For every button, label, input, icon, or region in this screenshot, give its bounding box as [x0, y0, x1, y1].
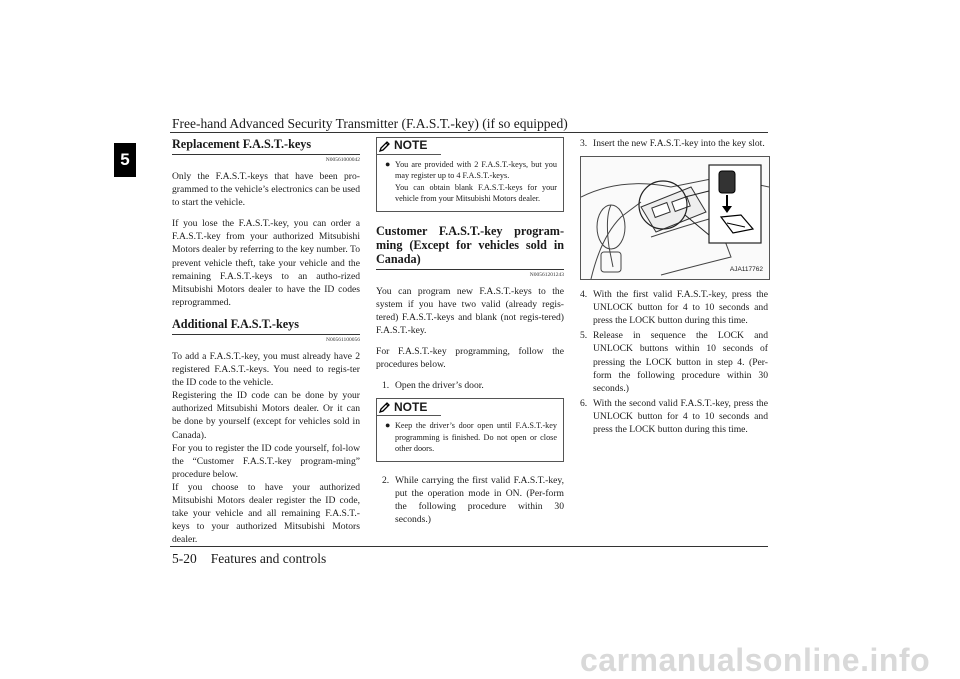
chapter-tab: 5 — [114, 143, 136, 177]
note-text: Keep the driver’s door open until F.A.S.T.-key programming is finished. Do not open or close other doors. — [395, 421, 557, 454]
note-box — [376, 398, 564, 461]
paragraph: For F.A.S.T.-key programming, follow the procedures below. — [376, 346, 564, 371]
step-2: 2. While carrying the first valid F.A.S.T.-key, put the operation mode in ON. (Per-form the following procedure within 30 seconds.) — [382, 474, 564, 525]
note-label: NOTE — [394, 138, 428, 153]
note-header — [377, 399, 441, 416]
heading-replacement-keys: Replacement F.A.S.T.-keys — [172, 137, 360, 155]
paragraph: If you choose to have your authorized Mitsubishi Motors dealer register the ID code, take your vehicle and all remaining F.A.S.T.-keys to your authorized Mitsubishi Motors dealer. — [172, 481, 360, 546]
note-box — [376, 137, 564, 212]
note-body — [377, 155, 563, 211]
note-text: You are provided with 2 F.A.S.T.-keys, but you may register up to 4 F.A.S.T.-keys. — [395, 160, 557, 181]
paragraph: To add a F.A.S.T.-key, you must already have 2 registered F.A.S.T.-keys. You need to regis-ter the ID code to the vehicle. — [172, 350, 360, 389]
note-body — [377, 416, 563, 460]
step-4: 4. With the first valid F.A.S.T.-key, press the UNLOCK button for 4 to 10 seconds and press the LOCK button during this time. — [580, 289, 768, 327]
step-5: 5. Release in sequence the LOCK and UNLOCK buttons within 10 seconds of pressing the LOCK button in step 4. (Per-form the following procedure within 30 seconds.) — [580, 330, 768, 394]
step-1: 1. Open the driver’s door. — [382, 380, 484, 392]
page-header-title: Free-hand Advanced Security Transmitter (F.A.S.T.-key) (if so equipped) — [172, 116, 568, 131]
step-6: 6. With the second valid F.A.S.T.-key, press the UNLOCK button for 4 to 10 seconds and press the LOCK button during this time. — [580, 397, 768, 436]
paragraph: Only the F.A.S.T.-keys that have been pro-grammed to the vehicle’s electronics can be used to start the vehicle. — [172, 171, 360, 209]
doc-code: N00561201243 — [529, 271, 564, 278]
page-number: 5-20 — [172, 551, 197, 566]
doc-code: N00561000042 — [325, 157, 360, 163]
paragraph: For you to register the ID code yourself, fol-low the “Customer F.A.S.T.-key program-ming” procedure below. — [172, 442, 360, 480]
paragraph: You can program new F.A.S.T.-keys to the system if you have two valid (already regis-tered) F.A.S.T.-keys and blank (not regis-tered) F.A.S.T.-key. — [376, 285, 564, 336]
bullet-icon: ● — [385, 159, 391, 169]
step-3: 3. Insert the new F.A.S.T.-key into the key slot. — [580, 138, 765, 149]
note-text: You can obtain blank F.A.S.T.-keys for your vehicle from your Mitsubishi Motors dealer. — [395, 182, 557, 204]
pencil-icon — [379, 401, 391, 413]
note-label: NOTE — [394, 399, 428, 414]
column-3 — [580, 137, 768, 438]
heading-customer-programming: Customer F.A.S.T.-key program-ming (Except for vehicles sold in Canada) — [376, 224, 564, 270]
watermark-link[interactable]: carmanualsonline.info — [580, 642, 931, 678]
paragraph: If you lose the F.A.S.T.-key, you can order a F.A.S.T.-key from your authorized Mitsubishi Motors dealer by referring to the key number. To prevent vehicle theft, take your vehicle and the remaining F.A.S.T.-keys to an autho-rized Mitsubishi Motors dealer to have the ID codes reprogrammed. — [172, 218, 360, 308]
note-header — [377, 138, 441, 155]
column-1 — [172, 137, 360, 546]
header-divider — [170, 132, 768, 133]
page-footer — [172, 551, 326, 567]
column-2 — [376, 137, 564, 528]
section-name: Features and controls — [210, 551, 327, 566]
console-drawing — [581, 157, 769, 279]
paragraph: Registering the ID code can be done by your authorized Mitsubishi Motors dealer. Or it can be done by yourself (except for vehicles sold in Canada). — [172, 390, 360, 441]
key-slot-illustration — [580, 156, 770, 280]
figure-code: AJA117762 — [729, 266, 763, 273]
doc-code: N00561100056 — [325, 336, 360, 343]
heading-additional-keys: Additional F.A.S.T.-keys — [172, 317, 360, 335]
pencil-icon — [379, 140, 391, 152]
footer-divider — [170, 546, 768, 547]
bullet-icon: ● — [385, 420, 391, 431]
